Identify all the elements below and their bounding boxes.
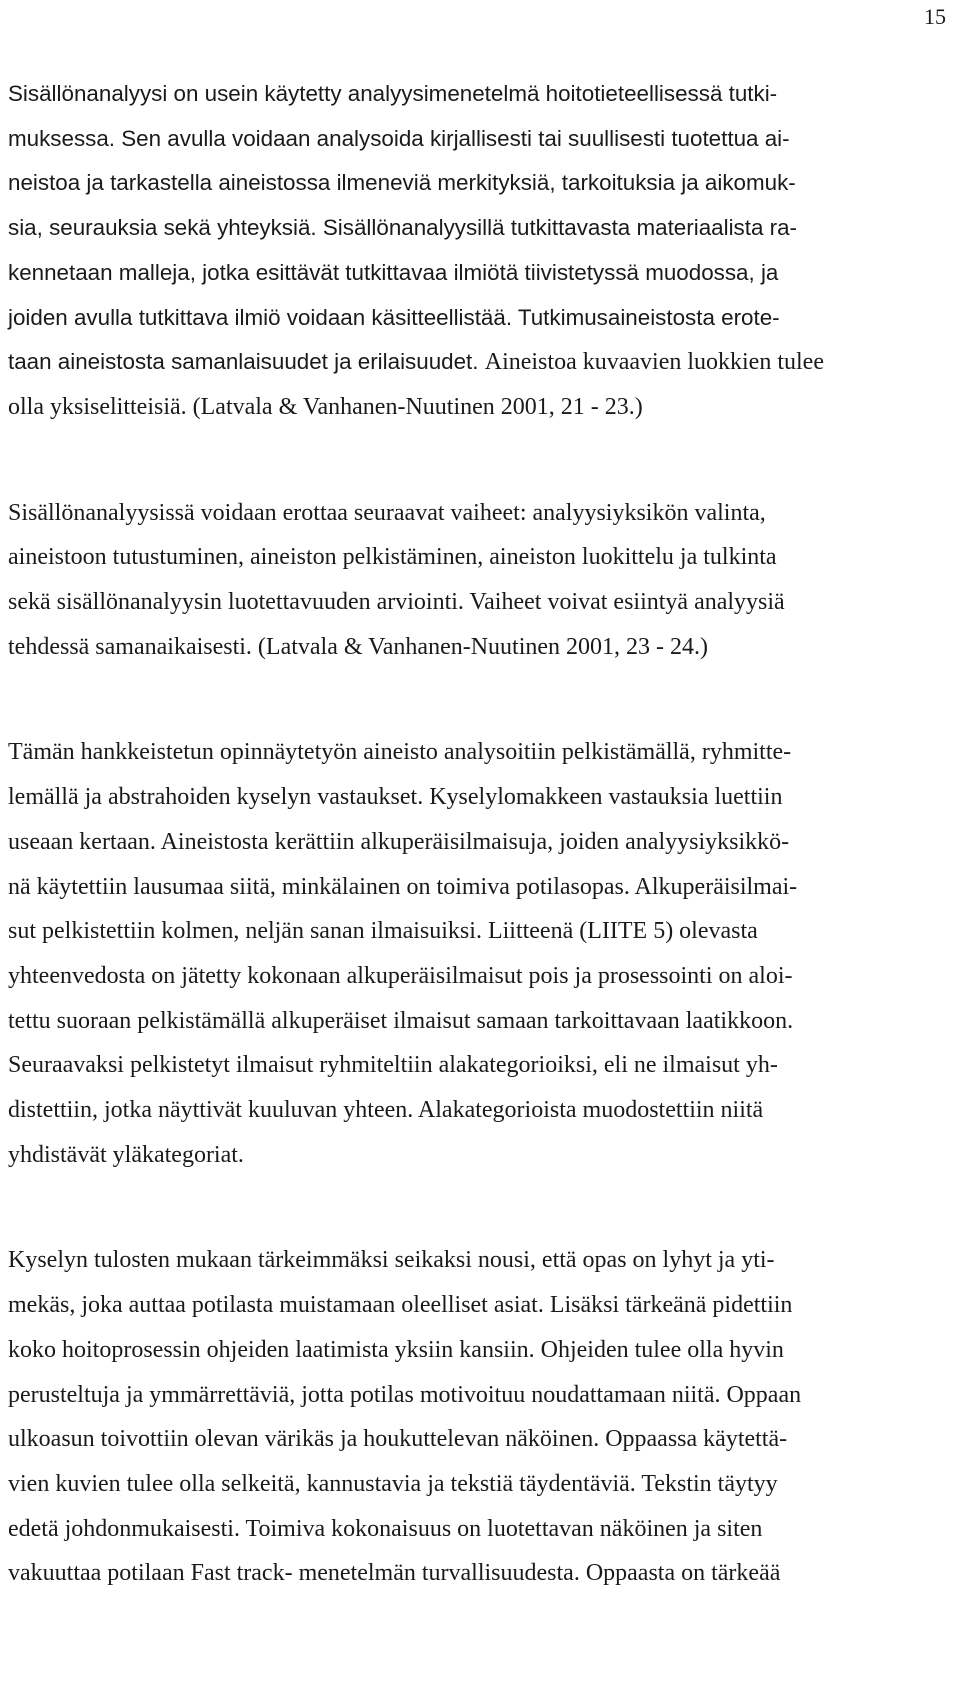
paragraph-method-description	[8, 730, 958, 1177]
paragraph-text-segment: Sisällönanalyysissä voidaan erottaa seuraavat vaiheet: analyysiyksikön valinta, aineistoon tutustuminen, aineiston pelkistäminen, aineiston luokittelu ja tulkinta sekä sisällönanalyysin luotettavuuden arviointi. Vaiheet voivat esiintyä analyysiä tehdessä samanaikaisesti. (Latvala & Vanhanen-Nuutinen 2001, 23 - 24.)	[8, 499, 785, 660]
paragraph-analysis-phases	[8, 491, 958, 670]
paragraph-text-segment: Tämän hankkeistetun opinnäytetyön aineisto analysoitiin pelkistämällä, ryhmitte- lemällä ja abstrahoiden kyselyn vastaukset. Kyselylomakkeen vastauksia luettiin useaan kertaan. Aineistosta kerättiin alkuperäisilmaisuja, joiden analyysiyksikkö- nä käytettiin lausumaa siitä, minkälainen on toimiva potilasopas. Alkuperäisilmai- sut pelkistettiin kolmen, neljän sanan ilmaisuiksi. Liitteenä (LIITE 5) olevasta yhteenvedosta on jätetty kokonaan alkuperäisilmaisut pois ja prosessointi on aloi- tettu suoraan pelkistämällä alkuperäiset ilmaisut samaan tarkoittavaan laatikkoon. Seuraavaksi pelkistetyt ilmaisut ryhmiteltiin alakategorioiksi, eli ne ilmaisut yh- distettiin, jotka näyttivät kuuluvan yhteen. Alakategorioista muodostettiin niitä yhdistävät yläkategoriat.	[8, 739, 798, 1168]
paragraph-text-segment: Kyselyn tulosten mukaan tärkeimmäksi seikaksi nousi, että opas on lyhyt ja yti- mekäs, joka auttaa potilasta muistamaan oleelliset asiat. Lisäksi tärkeänä pidettiin koko hoitoprosessin ohjeiden laatimista yksiin kansiin. Ohjeiden tulee olla hyvin perusteltuja ja ymmärrettäviä, jotta potilas motivoituu noudattamaan niitä. Oppaan ulkoasun toivottiin olevan värikäs ja houkuttelevan näköinen. Oppaassa käytettä- vien kuvien tulee olla selkeitä, kannustavia ja tekstiä täydentäviä. Tekstin täytyy edetä johdonmukaisesti. Toimiva kokonaisuus on luotettavan näköinen ja siten vakuuttaa potilaan Fast track- menetelmän turvallisuudesta. Oppaasta on tärkeää	[8, 1247, 802, 1587]
document-body	[8, 72, 958, 1657]
paragraph-text-segment: Sisällönanalyysi on usein käytetty analyysimenetelmä hoitotieteellisessä tutki- muksessa. Sen avulla voidaan analysoida kirjallisesti tai suullisesti tuotettua ai- neistoa ja tarkastella aineistossa ilmeneviä merkityksiä, tarkoituksia ja aikomuk- sia, seurauksia sekä yhteyksiä. Sisällönanalyysillä tutkittavasta materiaalista ra- kennetaan malleja, jotka esittävät tutkittavaa ilmiötä tiivistetyssä muodossa, ja joiden avulla tutkittava ilmiö voidaan käsitteellistää. Tutkimusaineistosta erote- taan aineistosta samanlaisuudet ja erilaisuudet.	[8, 81, 797, 375]
paragraph-content-analysis	[8, 72, 958, 430]
paragraph-text-segment: Aineistoa kuvaavien luokkien tulee olla yksiselitteisiä. (Latvala & Vanhanen-Nuutinen 2001, 21 - 23.)	[8, 349, 824, 420]
paragraph-survey-results	[8, 1238, 958, 1596]
page-number: 15	[924, 4, 946, 29]
